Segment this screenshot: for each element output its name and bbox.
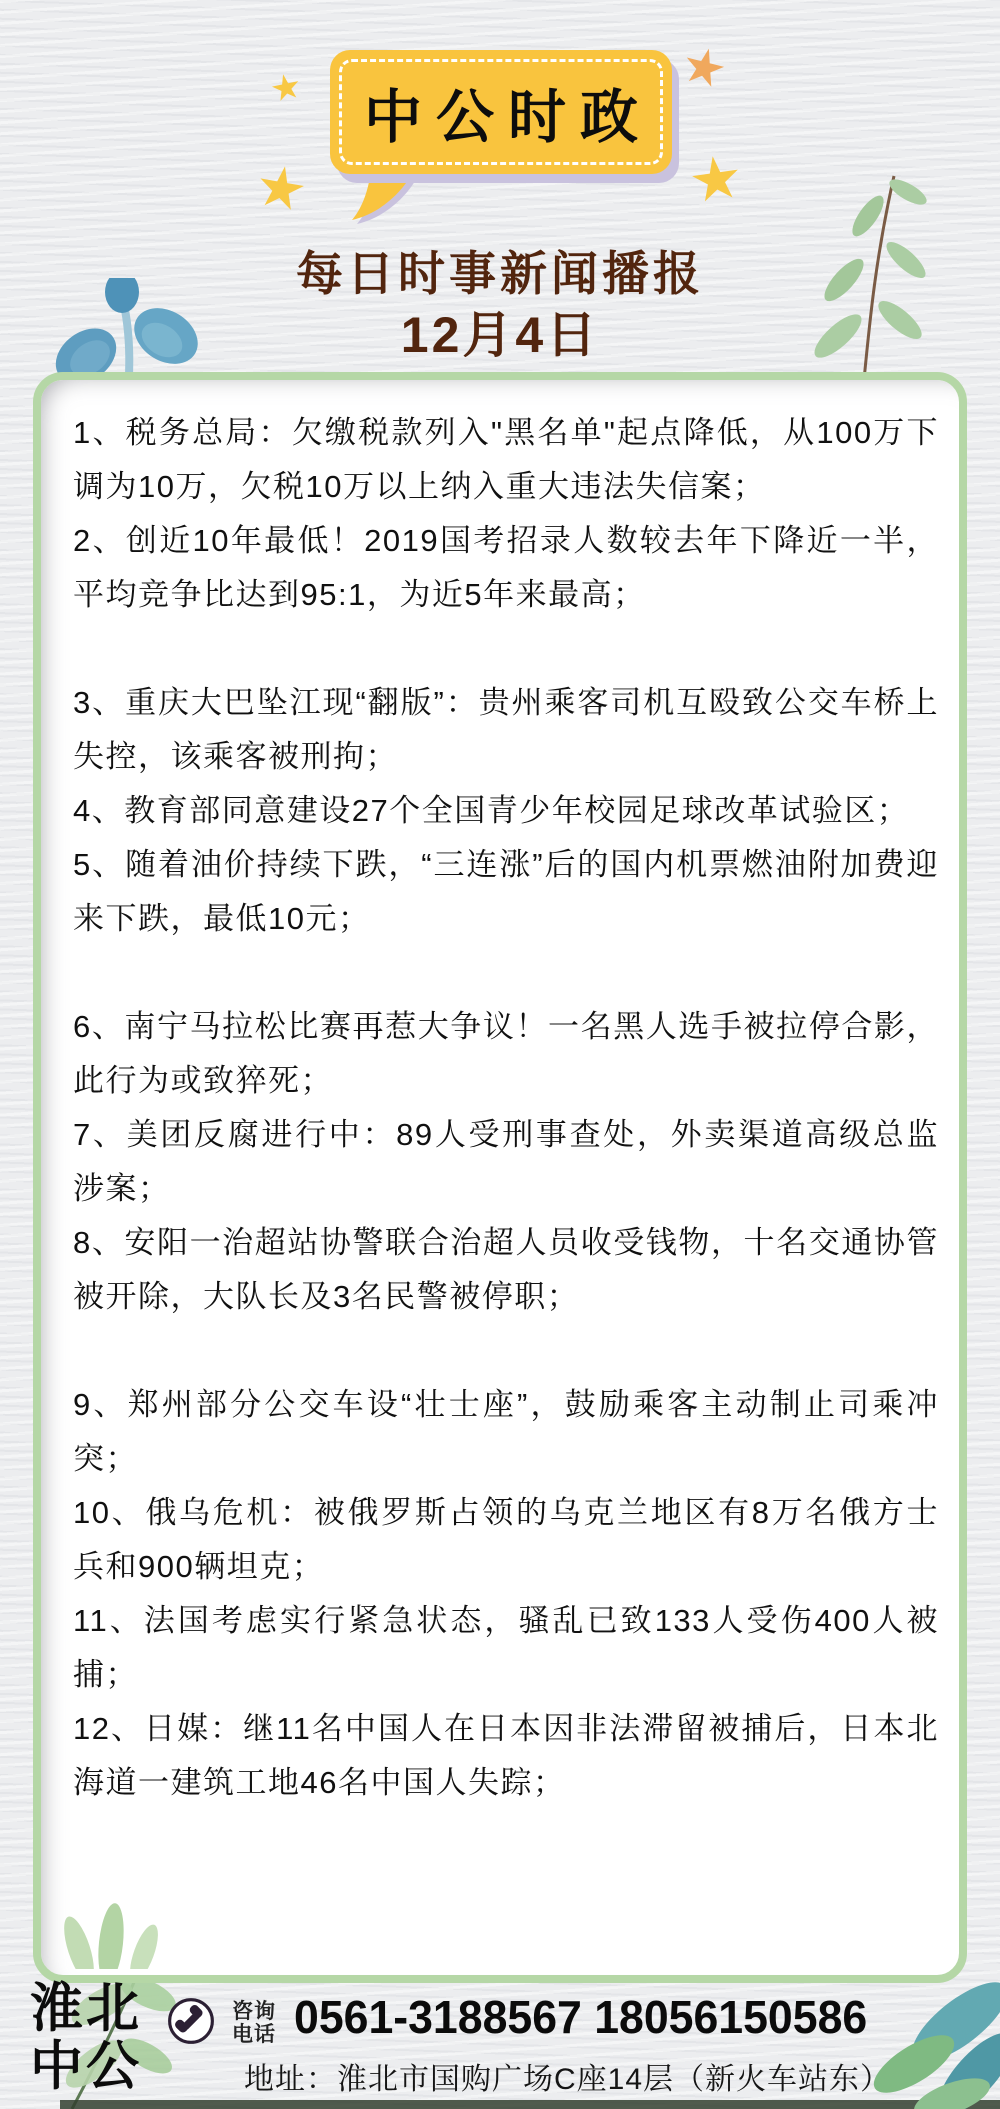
grass-illustration xyxy=(49,1883,179,1969)
phone-icon xyxy=(166,1996,216,2046)
badge-label: 中公时政 xyxy=(363,85,652,150)
phone-label xyxy=(232,2000,276,2046)
news-item-1: 1、税务总局：欠缴税款列入"黑名单"起点降低，从100万下调为10万，欠税10万以上纳入重大违法失信案； xyxy=(73,415,939,504)
phone-numbers: 0561-3188567 18056150586 xyxy=(294,1991,868,2043)
news-item-5: 5、随着油价持续下跌，“三连涨”后的国内机票燃油附加费迎来下跌，最低10元； xyxy=(73,847,939,936)
page-title: 每日时事新闻播报 xyxy=(296,247,704,300)
phone-label-bottom: 电话 xyxy=(232,2023,276,2046)
star-icon xyxy=(680,44,728,92)
news-item-10: 10、俄乌危机：被俄罗斯占领的乌克兰地区有8万名俄方士兵和900辆坦克； xyxy=(73,1495,939,1584)
address-line: 地址：淮北市国购广场C座14层（新火车站东） xyxy=(244,2063,892,2096)
brand-line-top: 淮北 xyxy=(30,1979,142,2038)
brand-line-bottom: 中公 xyxy=(30,2037,142,2096)
news-item-3: 3、重庆大巴坠江现“翻版”：贵州乘客司机互殴致公交车桥上失控，该乘客被刑拘； xyxy=(73,685,939,774)
news-list xyxy=(41,380,959,1975)
news-item-8: 8、安阳一治超站协警联合治超人员收受钱物，十名交通协管被开除，大队长及3名民警被停职； xyxy=(73,1225,939,1314)
phone-label-top: 咨询 xyxy=(232,2000,276,2023)
page-date: 12月4日 xyxy=(400,307,600,363)
news-item-12: 12、日媒：继11名中国人在日本因非法滞留被捕后，日本北海道一建筑工地46名中国人失踪； xyxy=(73,1711,939,1800)
speech-bubble-tail-icon xyxy=(352,170,414,222)
news-item-4: 4、教育部同意建设27个全国青少年校园足球改革试验区； xyxy=(73,793,910,828)
news-panel xyxy=(33,372,967,1983)
brand-logo xyxy=(30,1980,142,2096)
news-item-6: 6、南宁马拉松比赛再惹大争议！一名黑人选手被拉停合影，此行为或致猝死； xyxy=(73,1009,939,1098)
star-icon xyxy=(254,162,307,215)
star-icon xyxy=(269,71,302,104)
news-item-7: 7、美团反腐进行中：89人受刑事查处，外卖渠道高级总监涉案； xyxy=(73,1117,939,1206)
star-icon xyxy=(689,153,743,207)
badge-speech-bubble xyxy=(330,50,672,174)
news-item-11: 11、法国考虑实行紧急状态，骚乱已致133人受伤400人被捕； xyxy=(73,1603,939,1692)
news-item-9: 9、郑州部分公交车设“壮士座”，鼓励乘客主动制止司乘冲突； xyxy=(73,1387,939,1476)
news-item-2: 2、创近10年最低！2019国考招录人数较去年下降近一半，平均竞争比达到95:1，为近5年来最高； xyxy=(73,523,939,612)
